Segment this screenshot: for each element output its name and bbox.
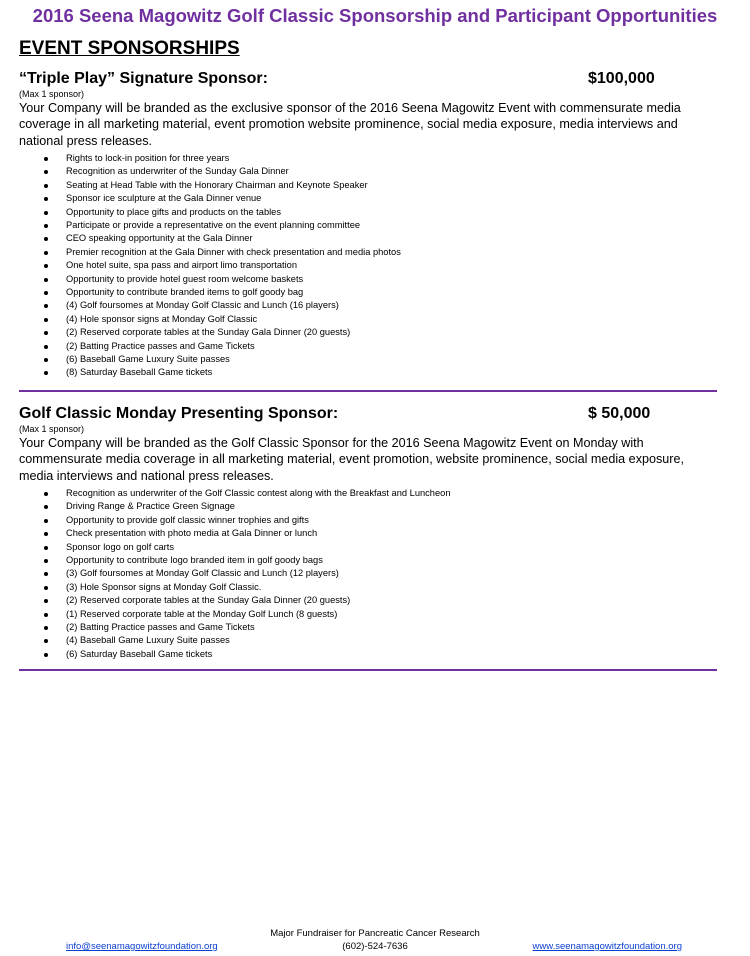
benefit-item: (2) Reserved corporate tables at the Sunday Gala Dinner (20 guests) [19,326,717,339]
footer-phone: (602)-524-7636 [342,941,408,952]
benefit-item: One hotel suite, spa pass and airport limo transportation [19,259,717,272]
page-title: 2016 Seena Magowitz Golf Classic Sponsorship and Participant Opportunities [32,5,718,26]
benefit-item: Opportunity to place gifts and products on the tables [19,206,717,219]
benefit-item: Driving Range & Practice Green Signage [19,500,717,513]
sponsorship-golf-classic-presenting [19,404,717,661]
section-heading: EVENT SPONSORSHIPS [19,38,240,59]
benefit-item: (2) Batting Practice passes and Game Tickets [19,340,717,353]
benefit-item: Seating at Head Table with the Honorary Chairman and Keynote Speaker [19,179,717,192]
benefit-item: (2) Reserved corporate tables at the Sunday Gala Dinner (20 guests) [19,594,717,607]
benefit-item: (2) Batting Practice passes and Game Tickets [19,621,717,634]
benefit-item: Recognition as underwriter of the Sunday Gala Dinner [19,165,717,178]
sponsor-name: “Triple Play” Signature Sponsor: [19,70,268,87]
sponsor-name: Golf Classic Monday Presenting Sponsor: [19,405,339,422]
sponsor-price: $100,000 [588,70,655,87]
benefit-item: (4) Baseball Game Luxury Suite passes [19,634,717,647]
sponsor-description: Your Company will be branded as the Golf Classic Sponsor for the 2016 Seena Magowitz Event on Monday with commensurate media coverage in all marketing material, event promotion, website prominence, social media exposure, media interviews and national press releases. [19,436,684,483]
benefit-item: Premier recognition at the Gala Dinner with check presentation and media photos [19,246,717,259]
sponsor-limit: (Max 1 sponsor) [19,424,85,434]
benefit-item: Check presentation with photo media at Gala Dinner or lunch [19,527,717,540]
benefit-item: (8) Saturday Baseball Game tickets [19,366,717,379]
benefit-list [19,152,717,380]
sponsorship-triple-play [19,69,717,380]
benefit-item: Rights to lock-in position for three years [19,152,717,165]
section-divider [19,390,717,392]
footer-email-link[interactable]: info@seenamagowitzfoundation.org [66,941,218,952]
benefit-item: Opportunity to contribute logo branded item in golf goody bags [19,554,717,567]
sponsor-description: Your Company will be branded as the exclusive sponsor of the 2016 Seena Magowitz Event with commensurate media coverage in all marketing material, event promotion website prominence, social media exposure, media interviews and national press releases. [19,101,681,148]
benefit-item: Recognition as underwriter of the Golf Classic contest along with the Breakfast and Luncheon [19,487,717,500]
footer-tagline: Major Fundraiser for Pancreatic Cancer Research [270,928,480,939]
benefit-item: (6) Saturday Baseball Game tickets [19,648,717,661]
footer [0,941,750,954]
benefit-item: (3) Hole Sponsor signs at Monday Golf Classic. [19,581,717,594]
sponsor-limit: (Max 1 sponsor) [19,89,85,99]
benefit-item: (4) Golf foursomes at Monday Golf Classic and Lunch (16 players) [19,299,717,312]
benefit-item: (1) Reserved corporate table at the Monday Golf Lunch (8 guests) [19,608,717,621]
benefit-item: Sponsor logo on golf carts [19,541,717,554]
benefit-item: Opportunity to provide golf classic winner trophies and gifts [19,514,717,527]
sponsor-price: $ 50,000 [588,405,651,422]
benefit-item: Opportunity to provide hotel guest room welcome baskets [19,273,717,286]
benefit-item: (4) Hole sponsor signs at Monday Golf Classic [19,313,717,326]
footer-website-link[interactable]: www.seenamagowitzfoundation.org [532,941,682,952]
section-divider [19,669,717,671]
benefit-item: Sponsor ice sculpture at the Gala Dinner venue [19,192,717,205]
benefit-item: Opportunity to contribute branded items to golf goody bag [19,286,717,299]
benefit-item: CEO speaking opportunity at the Gala Dinner [19,232,717,245]
benefit-item: (3) Golf foursomes at Monday Golf Classic and Lunch (12 players) [19,567,717,580]
benefit-list [19,487,717,661]
benefit-item: (6) Baseball Game Luxury Suite passes [19,353,717,366]
benefit-item: Participate or provide a representative on the event planning committee [19,219,717,232]
